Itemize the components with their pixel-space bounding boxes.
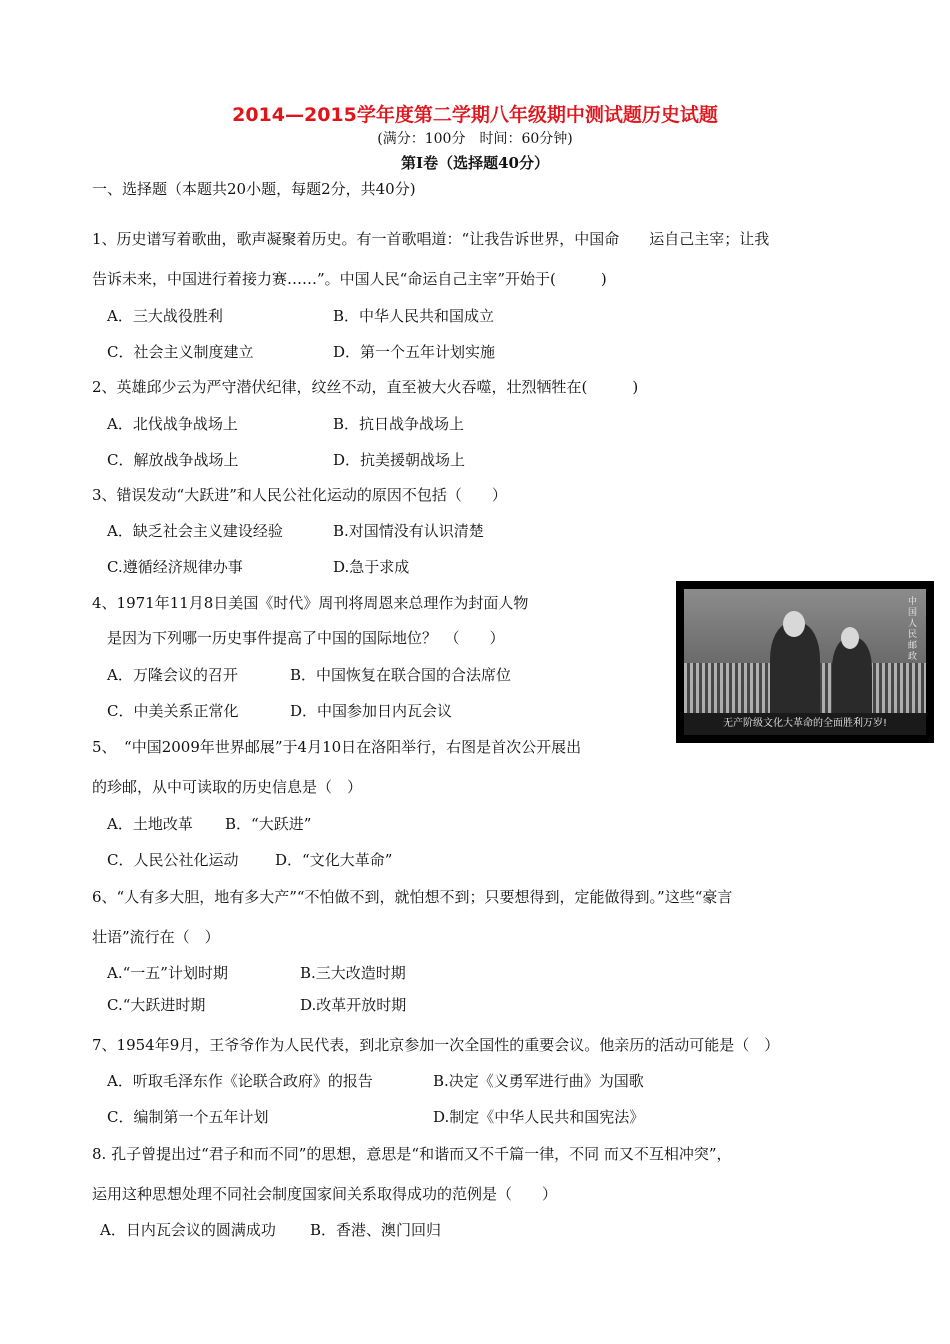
question-3-line-1: 3、错误发动“大跃进”和人民公社化运动的原因不包括（ ） — [92, 486, 507, 504]
question-6-line-1: 6、“人有多大胆，地有多大产”“不怕做不到，就怕想不到；只要想得到，定能做得到。”这些“豪言 — [92, 888, 733, 906]
section-instructions: 一、选择题（本题共20小题，每题2分，共40分) — [92, 180, 416, 198]
q2-option-d: D．抗美援朝战场上 — [333, 451, 466, 469]
q7-option-d: D.制定《中华人民共和国宪法》 — [433, 1108, 645, 1126]
q8-option-a: A．日内瓦会议的圆满成功 — [100, 1221, 276, 1239]
question-1-line-1: 1、历史谱写着歌曲，歌声凝聚着历史。有一首歌唱道：“让我告诉世界，中国命 运自己主宰；让我 — [92, 230, 770, 248]
question-2-line-1: 2、英雄邱少云为严守潜伏纪律，纹丝不动，直至被大火吞噬，壮烈牺牲在( ) — [92, 378, 639, 396]
stamp-caption: 无产阶级文化大革命的全面胜利万岁! — [684, 713, 926, 735]
q6-option-c: C.“大跃进时期 — [107, 996, 206, 1014]
question-8-line-2: 运用这种思想处理不同社会制度国家间关系取得成功的范例是（ ） — [92, 1185, 558, 1203]
q3-option-d: D.急于求成 — [333, 558, 410, 576]
q1-option-d: D．第一个五年计划实施 — [333, 343, 496, 361]
exam-meta: (满分：100分 时间：60分钟) — [377, 131, 573, 147]
section-heading: 第Ⅰ卷（选择题40分） — [401, 154, 549, 172]
q3-option-b: B.对国情没有认识清楚 — [333, 522, 484, 540]
q6-option-a: A.“一五”计划时期 — [107, 964, 228, 982]
question-5-line-1: 5、 “中国2009年世界邮展”于4月10日在洛阳举行，右图是首次公开展出 — [92, 738, 582, 756]
q2-option-b: B．抗日战争战场上 — [333, 415, 465, 433]
stamp-vertical-text: 中国人民邮政 — [908, 597, 918, 662]
question-4-line-1: 4、1971年11月8日美国《时代》周刊将周恩来总理作为封面人物 — [92, 594, 529, 612]
question-6-line-2: 壮语”流行在（ ） — [92, 928, 220, 946]
q5-option-a: A．土地改革 — [107, 815, 193, 833]
q5-option-b: B．“大跃进” — [225, 815, 312, 833]
q4-option-a: A．万隆会议的召开 — [107, 666, 238, 684]
q3-option-c: C.遵循经济规律办事 — [107, 558, 243, 576]
q1-option-b: B．中华人民共和国成立 — [333, 307, 495, 325]
q1-option-c: C．社会主义制度建立 — [107, 343, 254, 361]
q6-option-d: D.改革开放时期 — [300, 996, 407, 1014]
question-7-line-1: 7、1954年9月，王爷爷作为人民代表，到北京参加一次全国性的重要会议。他亲历的活动可能是（ ） — [92, 1036, 780, 1054]
q2-option-c: C．解放战争战场上 — [107, 451, 239, 469]
q7-option-b: B.决定《义勇军进行曲》为国歌 — [433, 1072, 644, 1090]
q2-option-a: A．北伐战争战场上 — [107, 415, 238, 433]
q7-option-a: A．听取毛泽东作《论联合政府》的报告 — [107, 1072, 373, 1090]
q1-option-a: A．三大战役胜利 — [107, 307, 223, 325]
q7-option-c: C．编制第一个五年计划 — [107, 1108, 269, 1126]
page-title: 2014—2015学年度第二学期八年级期中测试题历史试题 — [232, 104, 718, 126]
q3-option-a: A．缺乏社会主义建设经验 — [107, 522, 283, 540]
stamp-image — [676, 581, 934, 743]
q5-option-c: C．人民公社化运动 — [107, 851, 239, 869]
q4-option-b: B．中国恢复在联合国的合法席位 — [290, 666, 512, 684]
q6-option-b: B.三大改造时期 — [300, 964, 406, 982]
question-1-line-2: 告诉未来，中国进行着接力赛……”。中国人民“命运自己主宰”开始于( ) — [92, 270, 607, 288]
question-4-line-2: 是因为下列哪一历史事件提高了中国的国际地位？ （ ） — [107, 629, 505, 647]
q8-option-b: B．香港、澳门回归 — [310, 1221, 442, 1239]
question-8-line-1: 8. 孔子曾提出过“君子和而不同”的思想，意思是“和谐而又不千篇一律，不同 而又不互相冲突”， — [92, 1145, 732, 1163]
q5-option-d: D．“文化大革命” — [275, 851, 393, 869]
q4-option-c: C．中美关系正常化 — [107, 702, 239, 720]
q4-option-d: D．中国参加日内瓦会议 — [290, 702, 453, 720]
question-5-line-2: 的珍邮，从中可读取的历史信息是（ ） — [92, 778, 363, 796]
